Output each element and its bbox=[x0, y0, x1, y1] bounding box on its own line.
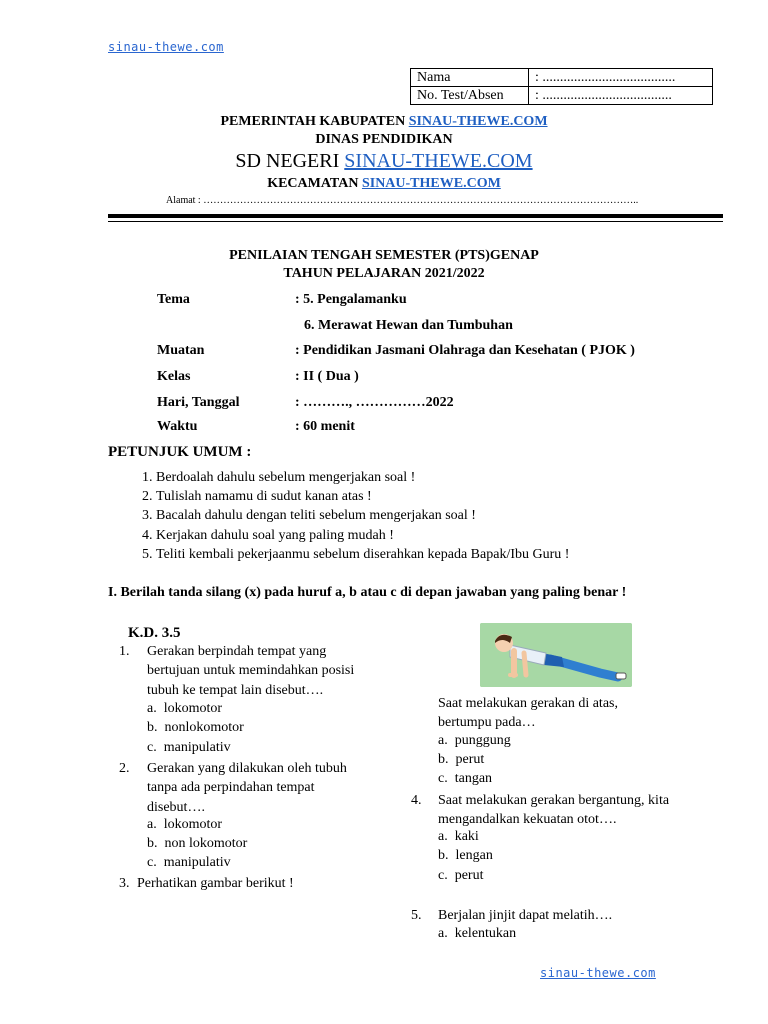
kelas-value: : II ( Dua ) bbox=[295, 369, 359, 384]
option-key: c. bbox=[147, 740, 157, 755]
option-text: non lokomotor bbox=[164, 836, 248, 851]
q3-continuation bbox=[438, 694, 618, 733]
q2-option-c[interactable] bbox=[147, 855, 231, 871]
option-key: a. bbox=[438, 829, 448, 844]
petunjuk-heading: PETUNJUK UMUM : bbox=[108, 444, 252, 460]
q3-line: bertumpu pada… bbox=[438, 715, 536, 731]
section-heading: I. Berilah tanda silang (x) pada huruf a, b atau c di depan jawaban yang paling benar ! bbox=[108, 585, 627, 600]
q3-option-c[interactable] bbox=[438, 771, 492, 787]
district-line bbox=[0, 176, 768, 192]
q5-text: Berjalan jinjit dapat melatih…. bbox=[438, 908, 613, 923]
q2-line: tanpa ada perpindahan tempat bbox=[147, 780, 315, 796]
name-row bbox=[411, 69, 713, 87]
q3-number: 3. bbox=[119, 876, 130, 891]
option-text: punggung bbox=[454, 733, 511, 748]
petunjuk-item: 4. Kerjakan dahulu soal yang paling mudah ! bbox=[156, 526, 569, 545]
tema-label: Tema bbox=[157, 292, 190, 307]
q2-line: Gerakan yang dilakukan oleh tubuh bbox=[147, 761, 347, 776]
name-field: : ...................................... bbox=[529, 69, 713, 87]
government-link[interactable]: SINAU-THEWE.COM bbox=[408, 114, 548, 129]
option-key: a. bbox=[438, 733, 448, 748]
q2-option-b[interactable] bbox=[147, 836, 247, 852]
option-key: a. bbox=[147, 701, 157, 716]
district-link[interactable]: SINAU-THEWE.COM bbox=[361, 176, 501, 191]
school-link[interactable]: SINAU-THEWE.COM bbox=[344, 150, 533, 172]
option-text: tangan bbox=[454, 771, 493, 786]
test-absen-row bbox=[411, 87, 713, 105]
name-label: Nama bbox=[411, 69, 529, 87]
petunjuk-item: 5. Teliti kembali pekerjaanmu sebelum diserahkan kepada Bapak/Ibu Guru ! bbox=[156, 545, 569, 564]
watermark-bottom[interactable]: sinau-thewe.com bbox=[540, 966, 656, 980]
petunjuk-item: 3. Bacalah dahulu dengan teliti sebelum mengerjakan soal ! bbox=[156, 506, 569, 525]
q2-line: disebut…. bbox=[147, 799, 205, 815]
kelas-label: Kelas bbox=[157, 369, 191, 384]
q5-option-a[interactable] bbox=[438, 926, 516, 942]
option-key: b. bbox=[438, 752, 449, 767]
exam-title: PENILAIAN TENGAH SEMESTER (PTS)GENAP bbox=[229, 248, 539, 263]
q4-option-a[interactable] bbox=[438, 829, 479, 845]
test-absen-field: : ..................................... bbox=[529, 87, 713, 105]
header-rule-thick bbox=[108, 214, 723, 218]
q4-text bbox=[438, 791, 669, 830]
district-label: KECAMATAN bbox=[267, 176, 362, 191]
q1-option-c[interactable] bbox=[147, 740, 231, 756]
option-text: perut bbox=[454, 868, 484, 883]
option-key: b. bbox=[147, 720, 158, 735]
q2-option-a[interactable] bbox=[147, 817, 222, 833]
tema-value-2: 6. Merawat Hewan dan Tumbuhan bbox=[304, 318, 513, 333]
address-line: Alamat : ………………………………………………………………………………………………………………….. bbox=[166, 195, 639, 206]
q4-line: mengandalkan kekuatan otot…. bbox=[438, 812, 617, 828]
q4-option-b[interactable] bbox=[438, 848, 493, 864]
test-absen-label: No. Test/Absen bbox=[411, 87, 529, 105]
school-name bbox=[0, 150, 768, 173]
department-line: DINAS PENDIDIKAN bbox=[315, 132, 453, 147]
petunjuk-item: 1. Berdoalah dahulu sebelum mengerjakan soal ! bbox=[156, 468, 569, 487]
identity-box bbox=[410, 68, 713, 105]
waktu-value: : 60 menit bbox=[295, 419, 355, 434]
option-text: nonlokomotor bbox=[164, 720, 244, 735]
q5-number: 5. bbox=[411, 908, 422, 923]
option-text: kaki bbox=[454, 829, 479, 844]
q1-line: tubuh ke tempat lain disebut…. bbox=[147, 682, 324, 698]
q2-number: 2. bbox=[119, 761, 130, 776]
q1-line: Gerakan berpindah tempat yang bbox=[147, 644, 327, 659]
q2-text bbox=[147, 759, 347, 817]
pushup-image bbox=[480, 623, 632, 687]
q4-option-c[interactable] bbox=[438, 868, 483, 884]
q1-option-a[interactable] bbox=[147, 701, 222, 717]
option-key: b. bbox=[438, 848, 449, 863]
option-key: c. bbox=[147, 855, 157, 870]
q1-text bbox=[147, 642, 354, 700]
q1-line: bertujuan untuk memindahkan posisi bbox=[147, 663, 355, 679]
q3-option-a[interactable] bbox=[438, 733, 511, 749]
option-text: perut bbox=[455, 752, 485, 767]
petunjuk-list bbox=[112, 468, 569, 564]
government-label: PEMERINTAH KABUPATEN bbox=[220, 114, 409, 129]
q3-option-b[interactable] bbox=[438, 752, 484, 768]
government-line bbox=[0, 114, 768, 130]
pushup-illustration bbox=[480, 623, 632, 687]
kd-label: K.D. 3.5 bbox=[128, 625, 181, 641]
option-text: manipulativ bbox=[163, 740, 231, 755]
option-text: lengan bbox=[455, 848, 493, 863]
tema-value: : 5. Pengalamanku bbox=[295, 292, 407, 307]
tanggal-value: : ………., ……………2022 bbox=[295, 395, 454, 410]
tanggal-label: Hari, Tanggal bbox=[157, 395, 240, 410]
q3-text: Perhatikan gambar berikut ! bbox=[137, 876, 294, 891]
option-key: a. bbox=[438, 926, 448, 941]
q4-line: Saat melakukan gerakan bergantung, kita bbox=[438, 793, 670, 808]
option-key: b. bbox=[147, 836, 158, 851]
header-rule-thin bbox=[108, 221, 723, 222]
option-key: a. bbox=[147, 817, 157, 832]
muatan-value: : Pendidikan Jasmani Olahraga dan Kesehatan ( PJOK ) bbox=[295, 343, 635, 358]
exam-year: TAHUN PELAJARAN 2021/2022 bbox=[283, 266, 485, 281]
option-key: c. bbox=[438, 771, 448, 786]
option-key: c. bbox=[438, 868, 448, 883]
q3-line: Saat melakukan gerakan di atas, bbox=[438, 696, 618, 711]
q1-option-b[interactable] bbox=[147, 720, 244, 736]
option-text: manipulativ bbox=[163, 855, 231, 870]
option-text: lokomotor bbox=[163, 817, 223, 832]
waktu-label: Waktu bbox=[157, 419, 198, 434]
q1-number: 1. bbox=[119, 644, 130, 659]
option-text: kelentukan bbox=[454, 926, 517, 941]
option-text: lokomotor bbox=[163, 701, 223, 716]
muatan-label: Muatan bbox=[157, 343, 205, 358]
petunjuk-item: 2. Tulislah namamu di sudut kanan atas ! bbox=[156, 487, 569, 506]
watermark-top[interactable]: sinau-thewe.com bbox=[108, 40, 224, 54]
school-label: SD NEGERI bbox=[235, 150, 345, 172]
q4-number: 4. bbox=[411, 793, 422, 808]
